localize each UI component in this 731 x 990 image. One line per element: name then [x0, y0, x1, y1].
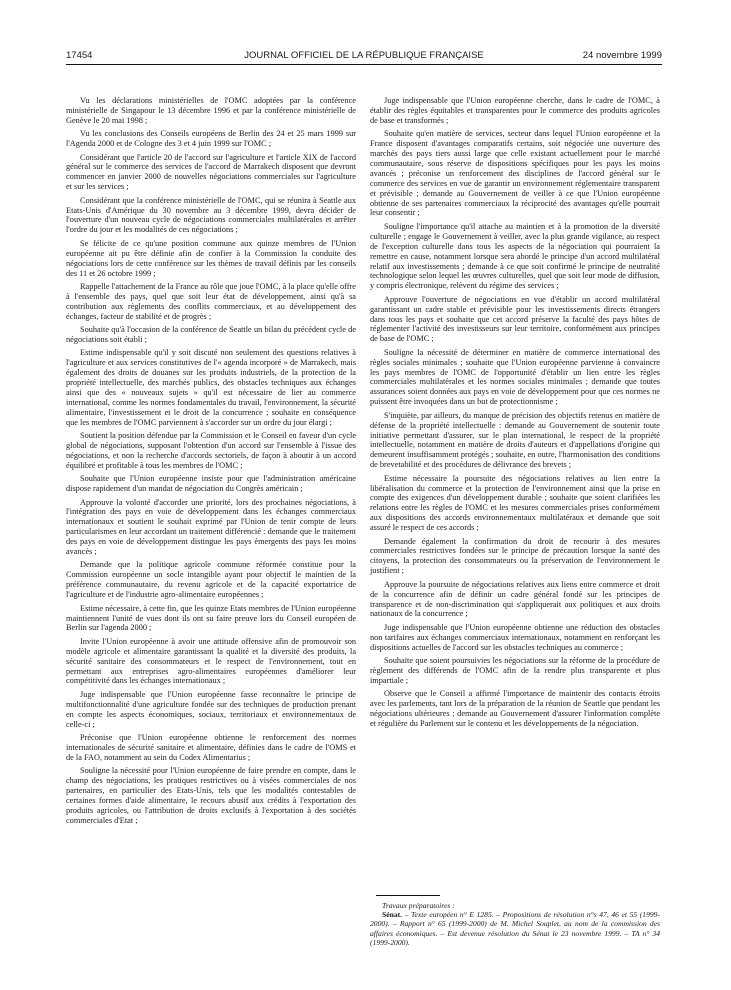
- issue-date: 24 novembre 1999: [582, 50, 662, 61]
- paragraph: Soutient la position défendue par la Commission et le Conseil en faveur d'un cycle global de négociations, supposant l'obtention d'un accord sur l'ensemble à l'issue des négociations, et non la recherche d'accords sectoriels, de façon à aboutir à un accord équilibré et profitable à tous les membres de l'OMC ;: [66, 431, 356, 470]
- paragraph: Juge indispensable que l'Union européenne obtienne une réduction des obstacles non tarifaires aux échanges commerciaux internationaux, notamment en renforçant les dispositions actuelles de l'accord sur les obstacles techniques au commerce ;: [370, 622, 660, 652]
- footnote-rule: [376, 895, 440, 896]
- left-column: [66, 96, 356, 829]
- paragraph: Juge indispensable que l'Union européenne cherche, dans le cadre de l'OMC, à établir des règles équitables et transparentes pour le commerce des produits agricoles de base et transformés ;: [370, 96, 660, 125]
- paragraph: Invite l'Union européenne à avoir une attitude offensive afin de promouvoir son modèle agricole et alimentaire garantissant la qualité et la diversité des produits, la sécurité sanitaire des consommateurs et le respect de l'environnement, tout en permettant aux entreprises agro-alimentaires européennes d'améliorer leur compétitivité dans les échanges internationaux ;: [66, 636, 356, 686]
- paragraph: Observe que le Conseil a affirmé l'importance de maintenir des contacts étroits avec les parlements, tant lors de la préparation de la réunion de Seattle que pendant les négociations ultérieures ; demande au Gouvernement d'assurer l'information complète et régulière du Parlement sur le contenu et les développements de la négociation.: [370, 689, 660, 728]
- paragraph: Souligne la nécessité pour l'Union européenne de faire prendre en compte, dans le champ des négociations, les pratiques restrictives ou à visées commerciales de nos partenaires, en particulier des Etats-Unis, tels que les modalités contestables de certaines formes d'aide alimentaire, le recours abusif aux crédits à l'exportation des produits agricoles, ou l'attribution de droits exclusifs à l'exportation à des sociétés commerciales d'Etat ;: [66, 766, 356, 825]
- paragraph: Vu les conclusions des Conseils européens de Berlin des 24 et 25 mars 1999 sur l'Agenda 2000 et de Cologne des 3 et 4 juin 1999 sur l'OMC ;: [66, 129, 356, 149]
- paragraph: Préconise que l'Union européenne obtienne le renforcement des normes internationales de sécurité sanitaire et alimentaire, définies dans le cadre de l'OMS et de la FAO, notamment au sein du Codex Alimentarius ;: [66, 732, 356, 762]
- right-column: [370, 96, 660, 732]
- paragraph: Souhaite qu'à l'occasion de la conférence de Seattle un bilan du précédent cycle de négociations soit établi ;: [66, 325, 356, 344]
- header-rule: [66, 64, 662, 65]
- footnote-body: [370, 910, 660, 947]
- footnote-text: – Texte européen n° E 1285. – Propositions de résolution n°s 47, 46 et 55 (1999-2000). – Rapport n° 65 (1999-2000) de M. Michel Souplet, au nom de la commission des affaires économiques. – Est devenue résolution du Sénat le 23 novembre 1999. – TA n° 34 (1999-2000).: [370, 910, 660, 947]
- paragraph: Vu les déclarations ministérielles de l'OMC adoptées par la conférence ministérielle de Singapour le 13 décembre 1996 et par la conférence ministérielle de Genève le 20 mai 1998 ;: [66, 96, 356, 125]
- journal-title: JOURNAL OFFICIEL DE LA RÉPUBLIQUE FRANÇAISE: [244, 50, 484, 61]
- paragraph: Estime indispensable qu'il y soit discuté non seulement des questions relatives à l'agriculture et aux services constitutives de l'« agenda incorporé » de Marrakech, mais également des droits de douanes sur les produits industriels, de la protection de la propriété intellectuelle, des marchés publics, des obstacles techniques aux échanges ainsi que des « nouveaux sujets » qu'il est nécessaire de lier au commerce international, comme les normes fondamentales du travail, l'environnement, la sécurité alimentaire, l'investissement et le droit de la concurrence ; souhaite en conséquence que les membres de l'OMC parviennent à s'accorder sur un ordre du jour élargi ;: [66, 348, 356, 427]
- paragraph: Demande également la confirmation du droit de recourir à des mesures commerciales restrictives fondées sur le principe de précaution lorsque la santé des citoyens, la protection des consommateurs ou la préservation de l'environnement le justifient ;: [370, 536, 660, 576]
- footnote-title: Travaux préparatoires :: [382, 901, 455, 910]
- paragraph: Souligne la nécessité de déterminer en matière de commerce international des règles sociales minimales ; souhaite que l'Union européenne parvienne à convaincre les pays membres de l'OMC de l'opportunité d'établir un lien entre les règles commerciales multilatérales et les normes sociales minimales ; demande que toutes assurances soient données aux pays en voie de développement pour que ces normes ne puissent être invoquées dans un but de protectionnisme ;: [370, 347, 660, 407]
- paragraph: Souligne l'importance qu'il attache au maintien et à la promotion de la diversité culturelle ; engage le Gouvernement à veiller, avec la plus grande vigilance, au respect de l'exception culturelle dans tous les aspects de la négociation qui pourraient la remettre en cause, notamment lorsque sera abordé le principe d'un accord multilatéral relatif aux investissements ; demande à ce que soit confirmé le principe de neutralité technologique selon lequel les œuvres culturelles, quel que soit leur mode de diffusion, y compris électronique, relèvent du régime des services ;: [370, 221, 660, 291]
- paragraph: Souhaite qu'en matière de services, secteur dans lequel l'Union européenne et la France disposent d'avantages comparatifs certains, soit négociée une ouverture des marchés des pays tiers aussi large que celle existant actuellement pour le marché communautaire, sous réserve de dispositions spécifiques pour les pays les moins avancés ; préconise un renforcement des disciplines de l'accord général sur le commerce des services en vue de garantir un environnement réglementaire transparent et prévisible ; demande au Gouvernement de veiller à ce que l'Union européenne obtienne de ses partenaires commerciaux la réciprocité des avantages qu'elle pourrait leur consentir ;: [370, 129, 660, 218]
- paragraph: Estime nécessaire, à cette fin, que les quinze Etats membres de l'Union européenne maintiennent l'unité de vues dont ils ont su faire preuve lors du Conseil européen de Berlin sur l'agenda 2000 ;: [66, 603, 356, 633]
- paragraph: Juge indispensable que l'Union européenne fasse reconnaître le principe de multifonctionnalité d'une agriculture fondée sur des techniques de production prenant en compte les aspects économiques, sociaux, territoriaux et environnementaux de celle-ci ;: [66, 689, 356, 729]
- paragraph: S'inquiète, par ailleurs, du manque de précision des objectifs retenus en matière de défense de la propriété intellectuelle : demande au Gouvernement de soutenir toute initiative permettant d'assurer, sur le plan international, le respect de la propriété intellectuelle, notamment en matière de droits d'auteurs et d'appellations d'origine qui demeurent insuffisamment protégés ; souhaite, en outre, l'harmonisation des conditions de brevetabilité et des procédures de délivrance des brevets ;: [370, 410, 660, 470]
- paragraph: Considérant que la conférence ministérielle de l'OMC, qui se réunira à Seattle aux Etats-Unis d'Amérique du 30 novembre au 3 décembre 1999, devra décider de l'ouverture d'un nouveau cycle de négociations commerciales multilatérales et arrêter l'ordre du jour et les modalités de ces négociations ;: [66, 195, 356, 235]
- paragraph: Souhaite que l'Union européenne insiste pour que l'administration américaine dispose rapidement d'un mandat de négociation du Congrès américain ;: [66, 474, 356, 494]
- paragraph: Se félicite de ce qu'une position commune aux quinze membres de l'Union européenne ait pu être définie afin de confier à la Commission la conduite des négociations lors de cette conférence sur les thèmes de travail définis par les conseils des 11 et 26 octobre 1999 ;: [66, 238, 356, 278]
- paragraph: Estime nécessaire la poursuite des négociations relatives au lien entre la libéralisation du commerce et la protection de l'environnement ainsi que la prise en compte des exigences d'un développement durable ; souhaite que soient clarifiées les relations entre les règles de l'OMC et les mesures commerciales prises conformément aux dispositions des accords environnementaux multilatéraux et demande que soit assuré le respect de ces accords ;: [370, 473, 660, 533]
- paragraph: Demande que la politique agricole commune réformée constitue pour la Commission européenne un socle intangible ayant pour objectif le maintien de la préférence communautaire, du revenu agricole et de la capacité exportatrice de l'agriculture et de l'industrie agro-alimentaire européennes ;: [66, 560, 356, 600]
- page-number: 17454: [66, 50, 93, 61]
- paragraph: Approuve la poursuite de négociations relatives aux liens entre commerce et droit de la concurrence afin de définir un cadre général fondé sur les principes de transparence et de non-discrimination qui s'appliquerait aux politiques et aux droits nationaux de la concurrence ;: [370, 579, 660, 619]
- paragraph: Souhaite que soient poursuivies les négociations sur la réforme de la procédure de règlement des différends de l'OMC afin de la rendre plus transparente et plus impartiale ;: [370, 656, 660, 685]
- paragraph: Approuve l'ouverture de négociations en vue d'établir un accord multilatéral garantissant un cadre stable et prévisible pour les investissements directs étrangers dans tous les pays et souhaite que cet accord préserve la faculté des pays hôtes de réglementer l'activité des investisseurs sur leur territoire, conformément aux principes de base de l'OMC ;: [370, 294, 660, 344]
- footnote: [370, 901, 660, 947]
- paragraph: Considérant que l'article 20 de l'accord sur l'agriculture et l'article XIX de l'accord général sur le commerce des services de l'accord de Marrakech disposent que devront commencer en janvier 2000 de nouvelles négociations commerciales sur l'agriculture et sur les services ;: [66, 152, 356, 192]
- footnote-lead: Sénat.: [382, 910, 403, 920]
- paragraph: Rappelle l'attachement de la France au rôle que joue l'OMC, à la place qu'elle offre à l'ensemble des pays, quel que soit leur état de développement, ainsi qu'à sa contribution aux règlements des conflits commerciaux, et au développement des échanges, facteur de stabilité et de progrès ;: [66, 281, 356, 321]
- paragraph: Approuve la volonté d'accorder une priorité, lors des prochaines négociations, à l'intégration des pays en voie de développement dans les échanges commerciaux internationaux et soutient le souhait exprimé par l'Union de tenir compte de leurs particularismes en leur accordant un traitement différencié : demande que le traitement des pays en voie de développement distingue les pays émergents des pays les moins avancés ;: [66, 497, 356, 557]
